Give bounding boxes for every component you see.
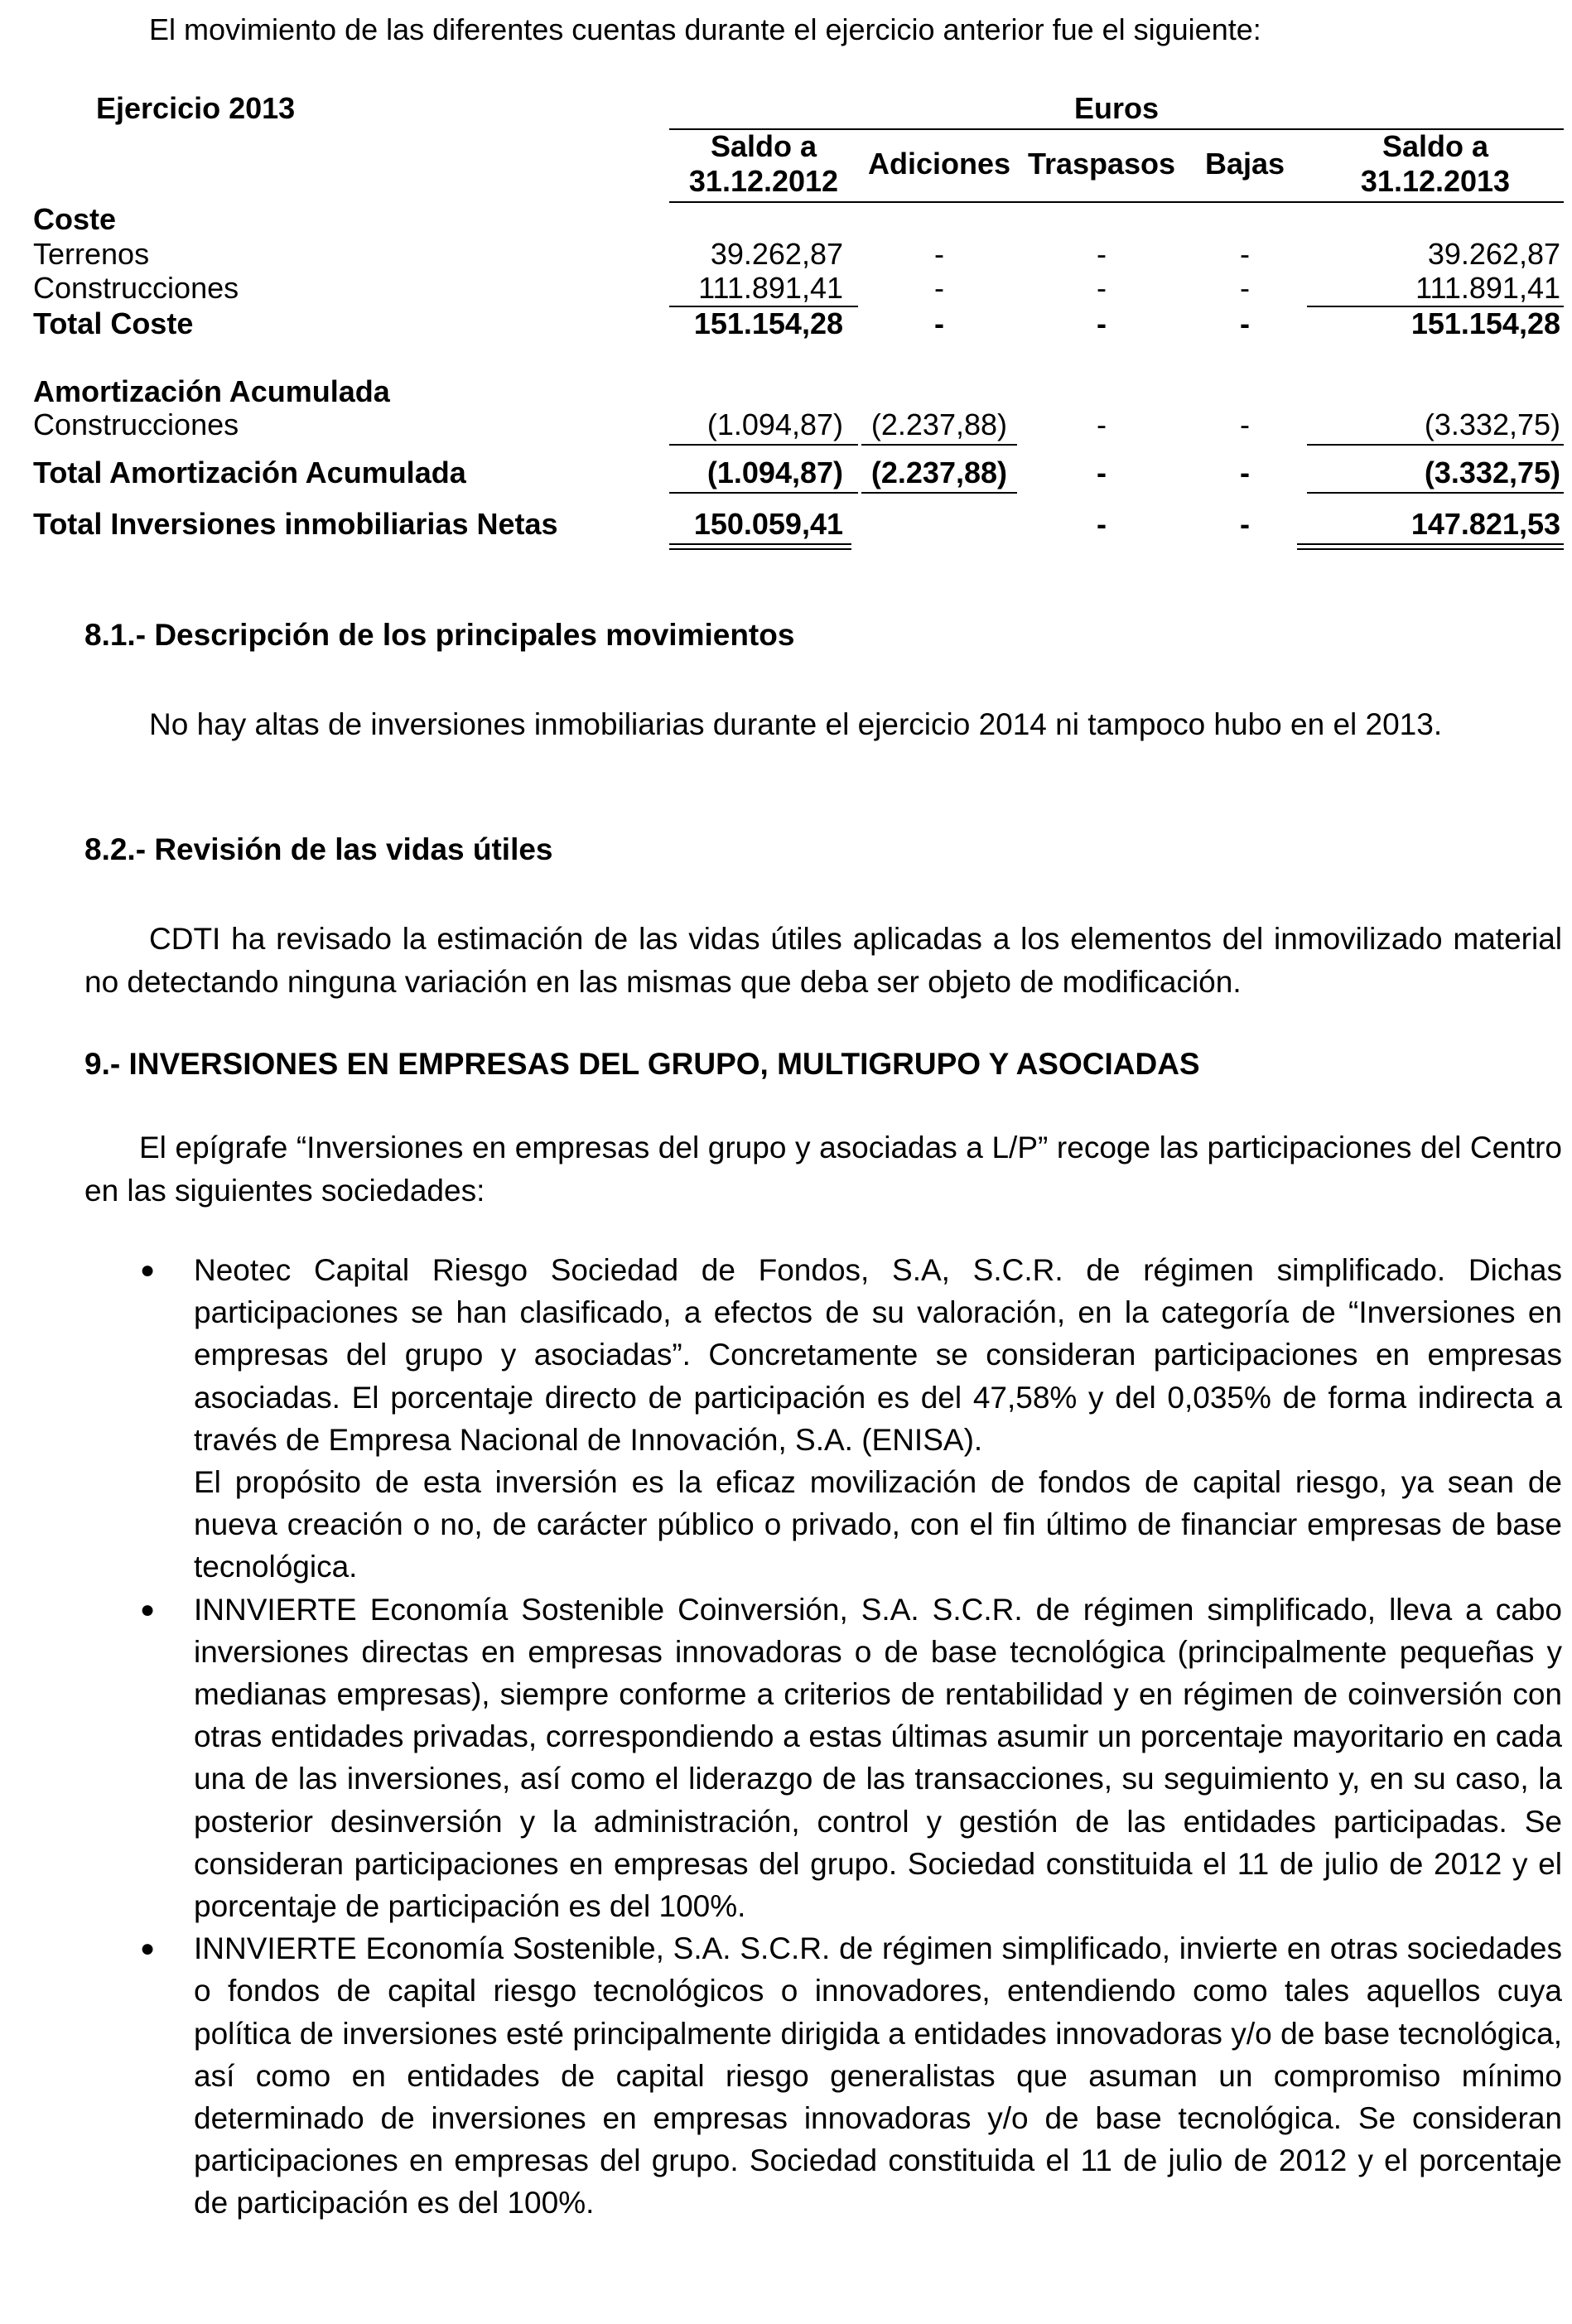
- cell-additions: (2.237,88): [870, 407, 1007, 441]
- subtotal-rule-additions: [861, 444, 1017, 446]
- double-rule-opening: [669, 543, 851, 550]
- list-item-text: El propósito de esta inversión es la eficaz movilización de fondos de capital riesgo, ya sean de nueva creación o no, de carácter público o privado, con el fin último de financiar empresas de base tecnológica.: [194, 1465, 1562, 1584]
- companies-list: [84, 1249, 1562, 2225]
- period-label: Ejercicio 2013: [96, 91, 296, 125]
- cell-disposals: -: [1240, 507, 1250, 541]
- section-amort-label: Amortización Acumulada: [33, 374, 390, 408]
- col-opening-header-l1: Saldo a: [710, 129, 817, 163]
- cell-opening: 150.059,41: [693, 507, 843, 541]
- cell-transfers: -: [1097, 306, 1107, 340]
- cell-closing: (3.332,75): [1424, 407, 1560, 441]
- subtotal-rule-closing: [1307, 444, 1564, 446]
- cell-transfers: -: [1097, 507, 1107, 541]
- cell-additions: -: [934, 237, 944, 271]
- bullet-icon: ●: [140, 1935, 156, 1963]
- cell-transfers: -: [1097, 271, 1107, 305]
- cell-disposals: -: [1240, 456, 1250, 489]
- col-transfers-header: Traspasos: [1027, 147, 1176, 181]
- bullet-icon: ●: [140, 1256, 156, 1284]
- cell-disposals: -: [1240, 271, 1250, 305]
- cell-additions: -: [934, 271, 944, 305]
- section-8-1-title: 8.1.- Descripción de los principales movimientos: [84, 618, 795, 652]
- section-8-2-text: CDTI ha revisado la estimación de las vidas útiles aplicadas a los elementos del inmovilizado material no detectando ninguna variación en las mismas que deba ser objeto de modificación.: [84, 922, 1562, 999]
- list-item: [84, 1927, 1562, 2224]
- list-item-text: Neotec Capital Riesgo Sociedad de Fondos, S.A, S.C.R. de régimen simplificado. Dichas participaciones se han clasificado, a efectos de su valoración, en la categoría de “Inversiones en empresas del grupo y asociadas”. Concretamente se consideran participaciones en empresas asociadas. El porcentaje directo de participación es del 47,58% y del 0,035% de forma indirecta a través de Empresa Nacional de Innovación, S.A. (ENISA).: [194, 1253, 1562, 1457]
- subtotal-rule-opening: [669, 444, 858, 446]
- intro-text: El movimiento de las diferentes cuentas durante el ejercicio anterior fue el siguiente:: [149, 12, 1261, 46]
- row-label: Total Inversiones inmobiliarias Netas: [33, 507, 558, 541]
- cell-closing: 151.154,28: [1410, 306, 1560, 340]
- col-disposals-header: Bajas: [1204, 147, 1285, 181]
- cell-transfers: -: [1097, 456, 1107, 489]
- section-8-1-text: No hay altas de inversiones inmobiliarias durante el ejercicio 2014 ni tampoco hubo en el 2013.: [149, 707, 1443, 741]
- cell-disposals: -: [1240, 237, 1250, 271]
- list-item: [84, 1249, 1562, 1589]
- row-label: Total Amortización Acumulada: [33, 456, 466, 489]
- cell-opening: 111.891,41: [698, 271, 843, 305]
- col-closing-header-l2: 31.12.2013: [1360, 164, 1511, 198]
- row-label: Construcciones: [33, 271, 239, 305]
- cell-disposals: -: [1240, 407, 1250, 441]
- cell-disposals: -: [1240, 306, 1250, 340]
- cell-additions: (2.237,88): [870, 456, 1007, 489]
- cell-opening: (1.094,87): [706, 456, 843, 489]
- cell-closing: 147.821,53: [1410, 507, 1560, 541]
- cell-opening: (1.094,87): [706, 407, 843, 441]
- section-8-2-title: 8.2.- Revisión de las vidas útiles: [84, 832, 553, 866]
- cell-opening: 151.154,28: [693, 306, 843, 340]
- cell-transfers: -: [1097, 237, 1107, 271]
- cell-closing: 111.891,41: [1415, 271, 1560, 305]
- col-additions-header: Adiciones: [867, 147, 1011, 181]
- section-9-title: 9.- INVERSIONES EN EMPRESAS DEL GRUPO, MULTIGRUPO Y ASOCIADAS: [84, 1047, 1200, 1081]
- col-closing-header-l1: Saldo a: [1382, 129, 1489, 163]
- section-cost-label: Coste: [33, 202, 117, 236]
- row-label: Total Coste: [33, 306, 194, 340]
- cell-additions: -: [934, 306, 944, 340]
- list-item: [84, 1589, 1562, 1928]
- total-rule-additions: [861, 492, 1017, 494]
- col-opening-header-l2: 31.12.2012: [688, 164, 839, 198]
- cell-closing: 39.262,87: [1427, 237, 1560, 271]
- list-item-text: INNVIERTE Economía Sostenible Coinversión, S.A. S.C.R. de régimen simplificado, lleva a cabo inversiones directas en empresas innovadoras o de base tecnológica (principalmente pequeñas y medianas empresas), siempre conforme a criterios de rentabilidad y en régimen de coinversión con otras entidades privadas, correspondiendo a estas últimas asumir un porcentaje mayoritario en cada una de las inversiones, así como el liderazgo de las transacciones, su seguimiento y, en su caso, la posterior desinversión y la administración, control y gestión de las entidades participadas. Se consideran participaciones en empresas del grupo. Sociedad constituida el 11 de julio de 2012 y el porcentaje de participación es del 100%.: [194, 1592, 1562, 1924]
- bullet-icon: ●: [140, 1595, 156, 1623]
- cell-closing: (3.332,75): [1424, 456, 1560, 489]
- list-item-text: INNVIERTE Economía Sostenible, S.A. S.C.R. de régimen simplificado, invierte en otras sociedades o fondos de capital riesgo tecnológicos o innovadores, entendiendo como tales aquellos cuya política de inversiones esté principalmente dirigida a entidades innovadoras y/o de base tecnológica, así como en entidades de capital riesgo generalistas que asuman un compromiso mínimo determinado de inversiones en empresas innovadoras y/o de base tecnológica. Se consideran participaciones en empresas del grupo. Sociedad constituida el 11 de julio de 2012 y el porcentaje de participación es del 100%.: [194, 1931, 1562, 2220]
- total-rule-closing: [1307, 492, 1564, 494]
- row-label: Terrenos: [33, 237, 150, 271]
- currency-header: Euros: [1073, 91, 1160, 125]
- double-rule-closing: [1297, 543, 1564, 550]
- header-rule: [669, 201, 1564, 203]
- total-rule-opening: [669, 492, 858, 494]
- row-label: Construcciones: [33, 407, 239, 441]
- cell-transfers: -: [1097, 407, 1107, 441]
- cell-opening: 39.262,87: [710, 237, 843, 271]
- section-9-intro: El epígrafe “Inversiones en empresas del grupo y asociadas a L/P” recoge las participaciones del Centro en las siguientes sociedades:: [84, 1131, 1562, 1208]
